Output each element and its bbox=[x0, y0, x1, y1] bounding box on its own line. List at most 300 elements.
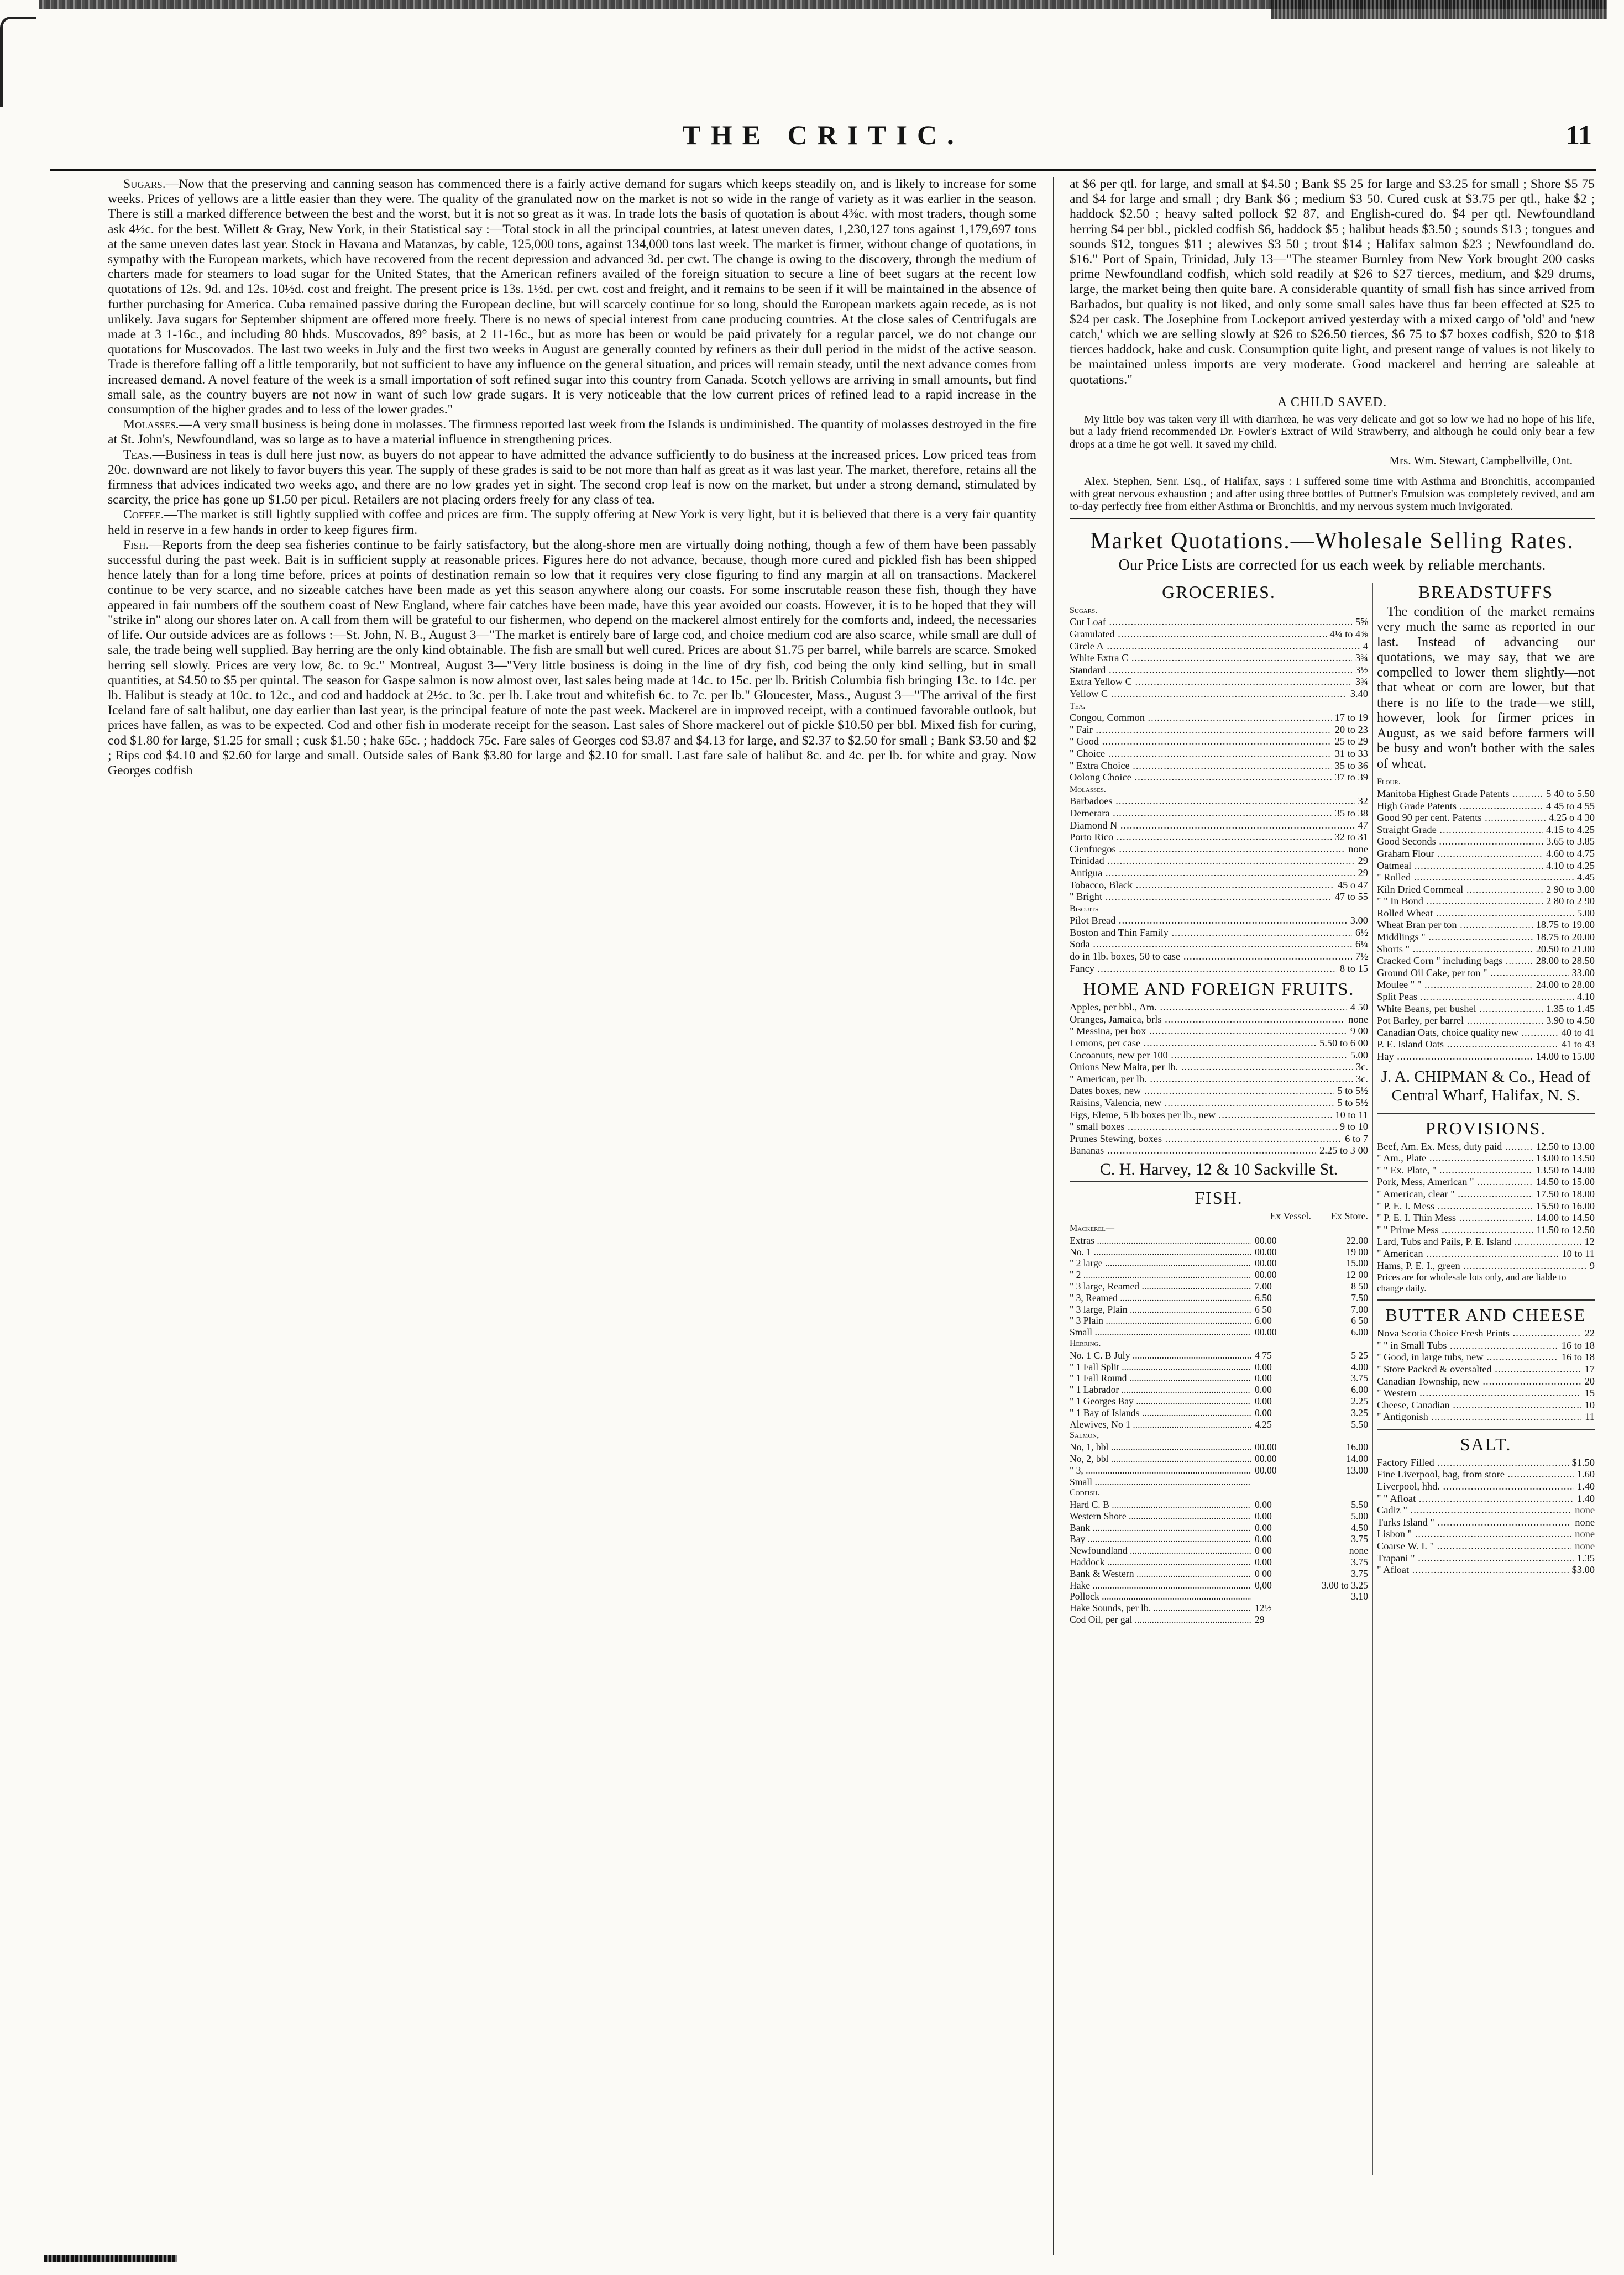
price-item: Circle A ..... bbox=[1070, 641, 1360, 653]
price-row bbox=[1377, 884, 1595, 896]
price-item: Cienfuegos ..... bbox=[1070, 843, 1345, 856]
price-value: 12.50 to 13.00 bbox=[1536, 1140, 1595, 1152]
price-row bbox=[1377, 1176, 1595, 1188]
price-item: " " in Small Tubs ..... bbox=[1377, 1340, 1558, 1352]
price-value: none bbox=[1575, 1516, 1595, 1528]
price-category bbox=[1070, 784, 1368, 796]
price-value: 16 to 18 bbox=[1561, 1351, 1595, 1363]
teas-text: —Business in teas is dull here just now, as buyers do not appear to have admitted the advance sufficiently to do business at the increased prices. Low priced teas from 20c. downward are not likely to favor buyers this year. The supply of these grades is said to be not more than half as great as it was last year. The market, therefore, retains all the firmness that advices indicated two weeks ago, and there are no low grades yet in sight. The second crop leaf is now on the market, but under a strong demand, stimulated by scarcity, the price has gone up $1.50 per picul. Retailers are not placing orders freely for any class of tea. bbox=[108, 447, 1036, 507]
fish-ex-vessel: 0.00 bbox=[1255, 1556, 1272, 1568]
price-value: 3.90 to 4.50 bbox=[1546, 1015, 1595, 1026]
fish-item: " 1 Fall Split ..... bbox=[1070, 1361, 1251, 1373]
price-row bbox=[1070, 748, 1368, 760]
price-item: Oranges, Jamaica, brls ..... bbox=[1070, 1014, 1345, 1026]
price-row bbox=[1377, 943, 1595, 956]
price-item: White Extra C ..... bbox=[1070, 652, 1352, 664]
fish-row bbox=[1070, 1257, 1368, 1269]
price-value: 2 90 to 3.00 bbox=[1546, 883, 1595, 895]
price-value: 40 to 41 bbox=[1561, 1026, 1595, 1038]
fish-ex-vessel bbox=[1251, 1591, 1316, 1602]
fish-category-label: Salmon, bbox=[1070, 1430, 1099, 1440]
price-row bbox=[1070, 1050, 1368, 1062]
price-item: Dates boxes, new ..... bbox=[1070, 1085, 1334, 1097]
price-item: Liverpool, hhd. ..... bbox=[1377, 1481, 1574, 1493]
fish-category-label: Herring. bbox=[1070, 1338, 1101, 1348]
fish-row bbox=[1070, 1292, 1368, 1304]
fish-item: " 3, Reamed ..... bbox=[1070, 1292, 1251, 1304]
price-row bbox=[1377, 1224, 1595, 1236]
price-item: Cocoanuts, new per 100 ..... bbox=[1070, 1050, 1347, 1062]
fish-row bbox=[1070, 1235, 1368, 1246]
price-row bbox=[1377, 1411, 1595, 1423]
price-item: Ground Oil Cake, per ton " ..... bbox=[1377, 967, 1569, 979]
price-value: 11.50 to 12.50 bbox=[1536, 1224, 1595, 1235]
price-value: 15 bbox=[1584, 1387, 1595, 1399]
price-value: 3.65 to 3.85 bbox=[1546, 836, 1595, 847]
price-row bbox=[1377, 1553, 1595, 1565]
fish-ex-vessel: 0.00 bbox=[1255, 1510, 1272, 1522]
page-header bbox=[50, 119, 1596, 158]
price-item: Trapani " ..... bbox=[1377, 1553, 1574, 1565]
fish-row bbox=[1070, 1511, 1368, 1522]
fish-ex-vessel: 29 bbox=[1255, 1614, 1265, 1626]
price-value: 12 bbox=[1584, 1236, 1595, 1247]
fish-text: —Reports from the deep sea fisheries continue to be fairly satisfactory, but the along-shore men are virtually doing nothing, though a few of them have been passably successful during the past week. Bait is in sufficient supply at reasonable prices. Figures here do not advance, because, though more cured and pickled fish has been shipped hence lately than for a long time before, prices at points of destination remain so low that it requires very close figuring to find any margin at all on transactions. Mackerel continue to be very scarce, and no sizeable catches have been made as yet this season anywhere along our coasts. For some inscrutable reason these fish, though they have appeared in fair numbers off the southern coast of New England, where fair catches have been made, have this year avoided our coasts. However, it is to be hoped that they will "strike in" along our shores later on. A call from them will be grateful to our fishermen, who depend on the mackerel almost entirely for the comforts and, indeed, the necessaries of life. Our outside advices are as follows :—St. John, N. B., August 3—"The market is entirely bare of large cod, and choice medium cod are also scarce, while small are dull of sale, the trade being well supplied. Bay herring are the only kind obtainable. The fish are small but well cured. Prices are about $1.75 per barrel, while barrels are scarce. Smoked herring sell slowly. Prices are very low, 8c. to 9c." Montreal, August 3—"Very little business is doing in the line of dry fish, cod being the only kind selling, but in small quantities, at $4.50 to $5 per quintal. The season for Gaspe salmon is now almost over, last sales being made at 14c. to 15c. per lb. British Columbia fish bringing 13c. to 14c. per lb. Halibut is steady at 10c. to 12c., and cod and haddock at 2½c. to 3c. per lb. Lake trout and whitefish 6c. to 7c. per lb." Gloucester, Mass., August 3—"The arrival of the first Iceland fare of salt halibut, one day earlier than last year, is the principal feature of note the past week. Mackerel are in improved receipt, with a continued favorable outlook, but prices have fallen, as was to be expected. Cod and other fish in moderate receipt for the season. Last sales of Shore mackerel out of pickle $10.50 per bbl. Mixed fish for curing, cod $1.80 for large, $1.25 for small ; cusk $1.50 ; hake 65c. ; haddock 75c. Fare sales of Georges cod $3.87 and $4.13 for large, and $2.37 to $2.50 for small ; Bank $3.50 and $2 ; Rips cod $4.10 and $2.60 for large and small. Outside sales of Bank $3.80 for large and $2.10 for small. Last fare sale of halibut 8c. and 4c. per lb. for white and gray. Now Georges codfish bbox=[108, 537, 1036, 778]
fish-row bbox=[1070, 1499, 1368, 1511]
price-item: Cut Loaf ..... bbox=[1070, 616, 1352, 628]
price-row bbox=[1377, 1212, 1595, 1224]
teas-paragraph bbox=[108, 448, 1036, 508]
price-value: 15.50 to 16.00 bbox=[1536, 1200, 1595, 1212]
teas-lead: Teas. bbox=[123, 447, 153, 462]
fish-row bbox=[1070, 1304, 1368, 1315]
price-value: 5.00 bbox=[1350, 1049, 1368, 1061]
right-column bbox=[1070, 177, 1595, 2169]
price-item: Pork, Mess, American " ..... bbox=[1377, 1176, 1533, 1188]
price-item: Middlings " ..... bbox=[1377, 931, 1533, 943]
price-item: Granulated ..... bbox=[1070, 628, 1327, 641]
price-value: 35 to 36 bbox=[1334, 759, 1368, 771]
price-value: none bbox=[1575, 1540, 1595, 1552]
fish-category bbox=[1070, 1223, 1368, 1235]
fish-item: " 1 Fall Round ..... bbox=[1070, 1372, 1251, 1384]
fish-item: No. 1 ..... bbox=[1070, 1246, 1251, 1258]
price-value: 29 bbox=[1358, 867, 1368, 878]
price-category bbox=[1070, 605, 1368, 617]
fish-ex-store bbox=[1316, 1602, 1368, 1614]
fish-ex-store: 16.00 bbox=[1346, 1441, 1368, 1453]
market-right-subcolumn bbox=[1377, 578, 1595, 1576]
salt-table bbox=[1377, 1457, 1595, 1576]
fish-row bbox=[1070, 1419, 1368, 1430]
price-value: 28.00 to 28.50 bbox=[1536, 955, 1595, 967]
fish-item: " 3, ..... bbox=[1070, 1465, 1251, 1476]
fish-item: Extras ..... bbox=[1070, 1235, 1251, 1246]
fish-table-header bbox=[1070, 1210, 1368, 1222]
price-value: 5.50 to 6 00 bbox=[1319, 1037, 1368, 1049]
price-row bbox=[1377, 848, 1595, 860]
fish-ex-store: 3.75 bbox=[1351, 1556, 1368, 1568]
price-value: 13.50 to 14.00 bbox=[1536, 1164, 1595, 1176]
fish-category bbox=[1070, 1487, 1368, 1499]
price-item: Antigua ..... bbox=[1070, 867, 1355, 879]
fish-item: Haddock ..... bbox=[1070, 1556, 1251, 1568]
fish-ex-vessel: 0.00 bbox=[1255, 1533, 1272, 1545]
price-item: P. E. Island Oats ..... bbox=[1377, 1039, 1558, 1051]
price-row bbox=[1377, 1236, 1595, 1248]
fish-row bbox=[1070, 1568, 1368, 1580]
price-value: 10 to 11 bbox=[1562, 1247, 1595, 1259]
price-item: High Grade Patents ..... bbox=[1377, 800, 1543, 812]
price-item: " Rolled ..... bbox=[1377, 872, 1574, 884]
price-row bbox=[1070, 1061, 1368, 1073]
price-row bbox=[1070, 676, 1368, 688]
fish-category bbox=[1070, 1430, 1368, 1441]
fish-item: Hake Sounds, per lb. ..... bbox=[1070, 1602, 1251, 1614]
price-item: Oolong Choice ..... bbox=[1070, 772, 1332, 784]
price-row bbox=[1070, 927, 1368, 939]
advert-signature: Mrs. Wm. Stewart, Campbellville, Ont. bbox=[1389, 454, 1573, 468]
price-row bbox=[1070, 939, 1368, 951]
fish-row bbox=[1070, 1327, 1368, 1338]
price-value: 2.25 to 3 00 bbox=[1319, 1145, 1368, 1156]
price-value: 4 50 bbox=[1350, 1002, 1368, 1013]
fish-item: " 3 Plain ..... bbox=[1070, 1315, 1251, 1327]
price-value: 2 80 to 2 90 bbox=[1546, 895, 1595, 907]
price-row bbox=[1377, 1517, 1595, 1529]
price-row bbox=[1070, 688, 1368, 700]
price-item: " Am., Plate ..... bbox=[1377, 1152, 1533, 1165]
price-value: 5.00 bbox=[1576, 907, 1595, 919]
price-row bbox=[1377, 1351, 1595, 1364]
price-category-label: Molasses. bbox=[1070, 784, 1106, 794]
bottom-scan-edge bbox=[44, 2255, 177, 2262]
butter-title: BUTTER AND CHEESE bbox=[1385, 1305, 1586, 1325]
price-value: 17 to 19 bbox=[1334, 712, 1368, 724]
fish-ex-store: 3.75 bbox=[1351, 1568, 1368, 1579]
price-row bbox=[1070, 951, 1368, 963]
fish-ex-vessel: 00.00 bbox=[1255, 1257, 1277, 1269]
page-number: 11 bbox=[1565, 119, 1592, 150]
price-item: Kiln Dried Cornmeal ..... bbox=[1377, 884, 1543, 896]
fish-row bbox=[1070, 1476, 1368, 1488]
price-row bbox=[1377, 979, 1595, 991]
price-item: " Bright ..... bbox=[1070, 891, 1332, 903]
price-value: 5⅝ bbox=[1355, 616, 1368, 628]
advert-child-saved bbox=[1070, 395, 1595, 513]
price-row bbox=[1070, 1121, 1368, 1133]
fish-table-title: FISH. bbox=[1195, 1187, 1243, 1208]
price-row bbox=[1070, 855, 1368, 867]
fish-ex-store: 2.25 bbox=[1351, 1395, 1368, 1407]
fish-ex-store: 3.75 bbox=[1351, 1372, 1368, 1384]
price-item: White Beans, per bushel ..... bbox=[1377, 1003, 1543, 1015]
price-item: " Afloat ..... bbox=[1377, 1564, 1569, 1576]
price-row bbox=[1377, 1260, 1595, 1272]
fish-ex-store: 6 50 bbox=[1351, 1315, 1368, 1327]
fish-item: " 1 Labrador ..... bbox=[1070, 1384, 1251, 1396]
fish-ex-store: 6.00 bbox=[1351, 1384, 1368, 1396]
price-value: 9 to 10 bbox=[1339, 1121, 1368, 1133]
price-item: Wheat Bran per ton ..... bbox=[1377, 919, 1533, 931]
price-value: 20.50 to 21.00 bbox=[1536, 943, 1595, 955]
price-row bbox=[1070, 1133, 1368, 1145]
fish-ex-store: 3.10 bbox=[1351, 1591, 1368, 1602]
price-row bbox=[1377, 1376, 1595, 1388]
price-value: 18.75 to 20.00 bbox=[1536, 931, 1595, 943]
fish-ex-vessel: 4.25 bbox=[1255, 1418, 1272, 1430]
fish-row bbox=[1070, 1556, 1368, 1568]
column-rule bbox=[1053, 177, 1054, 2255]
price-item: " " Afloat ..... bbox=[1377, 1493, 1574, 1505]
price-row bbox=[1377, 1493, 1595, 1505]
provisions-rule bbox=[1377, 1113, 1595, 1114]
fish-ex-vessel: 6.50 bbox=[1255, 1292, 1272, 1303]
left-column bbox=[108, 177, 1036, 778]
price-value: 11 bbox=[1585, 1411, 1595, 1423]
price-value: 3¾ bbox=[1355, 676, 1368, 688]
fish-row bbox=[1070, 1281, 1368, 1292]
price-row bbox=[1377, 931, 1595, 943]
price-item: " P. E. I. Mess ..... bbox=[1377, 1201, 1533, 1213]
fish-item: " 1 Georges Bay ..... bbox=[1070, 1396, 1251, 1407]
fish-ex-store: 14.00 bbox=[1346, 1453, 1368, 1464]
breadstuffs-table bbox=[1377, 776, 1595, 1062]
price-value: 1.40 bbox=[1576, 1492, 1595, 1504]
price-item: Turks Island " ..... bbox=[1377, 1517, 1571, 1529]
price-value: 20 to 23 bbox=[1334, 724, 1368, 735]
price-value: 9 bbox=[1589, 1260, 1595, 1271]
price-value: 5 40 to 5.50 bbox=[1546, 788, 1595, 799]
fruits-merchant: C. H. Harvey, 12 & 10 Sackville St. bbox=[1070, 1160, 1368, 1182]
fish-ex-store: 8 50 bbox=[1351, 1280, 1368, 1292]
market-rule bbox=[1070, 518, 1595, 520]
price-item: Soda ..... bbox=[1070, 939, 1352, 951]
fish-row bbox=[1070, 1407, 1368, 1419]
fish-ex-vessel: 00.00 bbox=[1255, 1269, 1277, 1281]
fish-item: " 2 large ..... bbox=[1070, 1257, 1251, 1269]
price-item: Nova Scotia Choice Fresh Prints ..... bbox=[1377, 1328, 1581, 1340]
price-value: 33.00 bbox=[1571, 967, 1595, 978]
price-row bbox=[1377, 800, 1595, 812]
price-value: none bbox=[1348, 843, 1368, 855]
price-row bbox=[1070, 1085, 1368, 1097]
price-item: Barbadoes ..... bbox=[1070, 795, 1355, 808]
fish-ex-store: 7.00 bbox=[1351, 1303, 1368, 1315]
price-row bbox=[1070, 724, 1368, 736]
fish-ex-store bbox=[1316, 1614, 1368, 1626]
price-value: 13.00 to 13.50 bbox=[1536, 1152, 1595, 1164]
price-value: 7½ bbox=[1355, 951, 1368, 962]
price-value: 1.40 bbox=[1576, 1481, 1595, 1492]
fish-ex-vessel: 00.00 bbox=[1255, 1234, 1277, 1246]
price-row bbox=[1070, 616, 1368, 628]
fish-ex-vessel: 0,00 bbox=[1255, 1579, 1272, 1591]
price-item: Diamond N ..... bbox=[1070, 820, 1355, 832]
price-row bbox=[1377, 967, 1595, 979]
sugars-lead: Sugars. bbox=[123, 177, 166, 191]
fish-ex-store: 3.00 to 3.25 bbox=[1321, 1579, 1368, 1591]
price-row bbox=[1377, 919, 1595, 931]
fish-ex-vessel: 7.00 bbox=[1255, 1280, 1272, 1292]
fish-ex-store: 15.00 bbox=[1346, 1257, 1368, 1269]
price-row bbox=[1377, 991, 1595, 1003]
price-item: Hay ..... bbox=[1377, 1051, 1533, 1063]
fish-item: Newfoundland ..... bbox=[1070, 1545, 1251, 1556]
price-value: 35 to 38 bbox=[1334, 807, 1368, 819]
price-item: Prunes Stewing, boxes ..... bbox=[1070, 1133, 1342, 1145]
price-row bbox=[1070, 963, 1368, 975]
fish-item: " 1 Bay of Islands ..... bbox=[1070, 1407, 1251, 1419]
price-item: Demerara ..... bbox=[1070, 808, 1332, 820]
price-value: 47 bbox=[1358, 819, 1368, 831]
market-title: Market Quotations.—Wholesale Selling Rates. bbox=[1090, 528, 1574, 554]
price-value: 4.10 bbox=[1576, 991, 1595, 1003]
price-row bbox=[1377, 1165, 1595, 1177]
fish-ex-store: 5.00 bbox=[1351, 1510, 1368, 1522]
fish-item: No, 1, bbl ..... bbox=[1070, 1441, 1251, 1453]
price-row bbox=[1070, 1073, 1368, 1086]
price-item: Straight Grade ..... bbox=[1377, 824, 1543, 836]
price-row bbox=[1070, 867, 1368, 879]
price-category bbox=[1377, 776, 1595, 788]
breadstuffs-text: The condition of the market remains very much the same as reported in our last. Instead of advancing our quotations, we may say, that we are compelled to lower them slightly—not that wheat or corn are lower, but that there is no life to the trade—we still, however, look for firmer prices in August, as we said before farmers will be busy and won't bother with the sales of wheat. bbox=[1377, 604, 1595, 771]
price-value: 1.35 to 1.45 bbox=[1546, 1003, 1595, 1014]
price-value: 3½ bbox=[1355, 664, 1368, 675]
price-row bbox=[1377, 872, 1595, 884]
price-row bbox=[1377, 1340, 1595, 1352]
fish-ex-vessel: 0.00 bbox=[1255, 1361, 1272, 1372]
price-value: 9 00 bbox=[1350, 1025, 1368, 1037]
fish-row bbox=[1070, 1580, 1368, 1591]
price-row bbox=[1377, 788, 1595, 800]
price-row bbox=[1377, 1248, 1595, 1260]
price-row bbox=[1070, 915, 1368, 927]
fish-ex-vessel: 0.00 bbox=[1255, 1499, 1272, 1511]
price-value: $3.00 bbox=[1571, 1564, 1595, 1576]
fish-ex-store: 5.50 bbox=[1351, 1418, 1368, 1430]
price-value: 25 to 29 bbox=[1334, 736, 1368, 747]
price-item: Rolled Wheat ..... bbox=[1377, 908, 1574, 920]
fish-paragraph bbox=[108, 538, 1036, 778]
price-row bbox=[1377, 1152, 1595, 1165]
price-value: 3c. bbox=[1356, 1073, 1368, 1084]
price-value: 24.00 to 28.00 bbox=[1536, 979, 1595, 990]
fish-row bbox=[1070, 1465, 1368, 1476]
fish-col-ex-vessel: Ex Vessel. bbox=[1270, 1210, 1311, 1222]
price-row bbox=[1377, 1201, 1595, 1213]
price-item: Onions New Malta, per lb. ..... bbox=[1070, 1061, 1353, 1073]
price-value: 1.35 bbox=[1576, 1552, 1595, 1564]
price-item: " American, clear " ..... bbox=[1377, 1188, 1533, 1201]
price-item: Factory Filled ..... bbox=[1377, 1457, 1569, 1469]
price-item: " " In Bond ..... bbox=[1377, 895, 1543, 908]
fish-ex-vessel: 0.00 bbox=[1255, 1522, 1272, 1533]
price-item: Manitoba Highest Grade Patents ..... bbox=[1377, 788, 1543, 800]
price-item: Hams, P. E. I., green ..... bbox=[1377, 1260, 1586, 1272]
price-item: " Antigonish ..... bbox=[1377, 1411, 1581, 1423]
price-item: Lemons, per case ..... bbox=[1070, 1037, 1316, 1050]
fish-ex-vessel: 0 00 bbox=[1255, 1568, 1272, 1579]
price-item: do in 1lb. boxes, 50 to case ..... bbox=[1070, 951, 1352, 963]
price-item: Moulee " " ..... bbox=[1377, 979, 1533, 991]
price-category-label: Flour. bbox=[1377, 777, 1401, 787]
salt-title: SALT. bbox=[1460, 1434, 1512, 1454]
provisions-title: PROVISIONS. bbox=[1425, 1118, 1547, 1138]
fish-ex-vessel: 4 75 bbox=[1255, 1349, 1272, 1361]
price-value: 32 to 31 bbox=[1334, 831, 1368, 843]
fish-table bbox=[1070, 1223, 1368, 1626]
fish-ex-store: none bbox=[1349, 1545, 1368, 1556]
price-category-label: Biscuits bbox=[1070, 904, 1099, 914]
price-row bbox=[1377, 1364, 1595, 1376]
fish-ex-vessel: 0.00 bbox=[1255, 1395, 1272, 1407]
price-value: $1.50 bbox=[1571, 1456, 1595, 1468]
fish-ex-vessel: 0 00 bbox=[1255, 1545, 1272, 1556]
fish-ex-vessel: 0.00 bbox=[1255, 1407, 1272, 1418]
market-tables bbox=[1070, 578, 1595, 2169]
price-value: 29 bbox=[1358, 855, 1368, 867]
price-item: Tobacco, Black ..... bbox=[1070, 879, 1334, 892]
fish-row bbox=[1070, 1361, 1368, 1373]
price-value: 31 to 33 bbox=[1334, 747, 1368, 759]
price-value: 4 45 to 4 55 bbox=[1546, 800, 1595, 811]
groceries-title: GROCERIES. bbox=[1162, 581, 1276, 602]
fish-item: " 3 large, Plain ..... bbox=[1070, 1304, 1251, 1315]
price-value: 4 bbox=[1363, 640, 1368, 652]
price-row bbox=[1377, 1387, 1595, 1399]
price-item: Good 90 per cent. Patents ..... bbox=[1377, 812, 1546, 824]
fish-ex-store: 12 00 bbox=[1346, 1269, 1368, 1281]
price-value: 3.00 bbox=[1350, 915, 1368, 926]
fish-ex-vessel: 12½ bbox=[1255, 1602, 1272, 1614]
fish-item: Bay ..... bbox=[1070, 1533, 1251, 1545]
butter-table bbox=[1377, 1328, 1595, 1423]
price-row bbox=[1070, 891, 1368, 903]
price-item: Raisins, Valencia, new ..... bbox=[1070, 1097, 1334, 1109]
price-category bbox=[1070, 700, 1368, 712]
price-item: Canadian Oats, choice quality new ..... bbox=[1377, 1027, 1558, 1039]
price-item: Split Peas ..... bbox=[1377, 991, 1574, 1003]
fish-lead: Fish. bbox=[123, 537, 149, 552]
fish-item: Pollock ..... bbox=[1070, 1591, 1251, 1602]
price-row bbox=[1377, 1564, 1595, 1576]
fish-item: " 2 ..... bbox=[1070, 1269, 1251, 1281]
price-value: 4.25 o 4 30 bbox=[1549, 812, 1595, 824]
fish-continuation: at $6 per qtl. for large, and small at $4.50 ; Bank $5 25 for large and $3.25 for small ; Shore $5 75 and $4 for large and small ; dry Bank $6 ; medium $3 50. Cured cusk at $3.75 per qtl., hake $2 ; haddock $2.50 ; heavy salted pollock $2 87, and English-cured do. $4 per qtl. Newfoundland herring $4 per bbl., pickled codfish $6, haddock $5 ; halibut heads $3.50 ; sounds $13 ; tongues and sounds $12, tongues $11 ; alewives $3 50 ; trout $14 ; Halifax salmon $23 ; Newfoundland do. $16." Port of Spain, Trinidad, July 13—"The steamer Burnley from New York brought 200 casks prime Newfoundland codfish, which sold readily at $26 to $27 tierces, medium, and $29 drums, large, the market being then quite bare. A considerable quantity of small fish has since arrived from Barbados, but quality is not liked, and only some small sales have thus far been effected at $25 to $24 per cask. The Josephine from Lockeport arrived yesterday with a mixed cargo of 'old' and 'new catch,' which we are selling slowly at $26 to $26.50 tierces, $6 75 to $7 boxes codfish, $20 to $18 tierces haddock, hake and cusk. Consumption quite light, and present range of values is not likely to be maintained unless imports are very moderate. Good mackerel and herring are saleable at quotations." bbox=[1070, 177, 1595, 387]
price-value: 6 to 7 bbox=[1345, 1133, 1368, 1144]
molasses-text: —A very small business is being done in molasses. The firmness reported last week from the Islands is undiminished. The quantity of molasses destroyed in the fire at St. John's, Newfoundland, was so large as to have a material influence in strengthening prices. bbox=[108, 417, 1036, 447]
price-value: 14.00 to 14.50 bbox=[1536, 1212, 1595, 1224]
price-row bbox=[1070, 628, 1368, 641]
price-item: " Store Packed & oversalted ..... bbox=[1377, 1364, 1581, 1376]
fish-ex-vessel bbox=[1251, 1476, 1316, 1488]
price-item: Extra Yellow C ..... bbox=[1070, 676, 1352, 688]
price-row bbox=[1377, 1399, 1595, 1412]
price-value: none bbox=[1575, 1528, 1595, 1540]
fish-item: Bank ..... bbox=[1070, 1522, 1251, 1534]
fish-ex-vessel: 0.00 bbox=[1255, 1384, 1272, 1396]
price-item: Beef, Am. Ex. Mess, duty paid ..... bbox=[1377, 1141, 1533, 1153]
fish-ex-vessel: 00.00 bbox=[1255, 1246, 1277, 1257]
coffee-paragraph bbox=[108, 507, 1036, 537]
sugars-text: —Now that the preserving and canning season has commenced there is a fairly active demand for sugars which keeps steadily on, and is likely to increase for some weeks. Prices of yellows are a little easier than they were. The quality of the granulated now on the market is not so wide in the range of variety as it was earlier in the season. There is still a marked difference between the best and the worst, but it is not so great as it was. In trade lots the basis of quotation is about 4⅜c. with most traders, though some ask 4½c. for the best. Willett & Gray, New York, in their Statistical say :—Total stock in all the principal countries, at latest uneven dates, 1,230,127 tons against 1,179,697 tons at the same uneven dates last year. Stock in Havana and Matanzas, by cable, 125,000 tons, against 134,000 tons last week. The market is firmer, without change of quotations, in sympathy with the European markets, which have recovered from the recent depression and advanced 3d. per cwt. The change is owing to the discovery, through the medium of charters made for steamers to load sugar for the United States, that the American refiners availed of the foreign situation to secure a line of beet sugars at the recent low quotations of 12s. 9d. and 12s. 10½d. cost and freight. The present price is 13s. 1½d. per cwt. cost and freight, and it remains to be seen if it will be maintained in the absence of further purchasing for America. Cuba remained passive during the European decline, but will scarcely continue for so long, should the European markets again recede, as is not unlikely. Java sugars for September shipment are offered more freely. There is no news of special interest from cane producing countries. At the close sales of Centrifugals are made at 3 1-16c., and including 80 hhds. Muscovados, 89° basis, at 2 11-16c., but as more has been or would be paid privately for a regular parcel, we do not change our quotations for Muscovados. The last two weeks in July and the first two weeks in August are generally counted by refiners as their dull period in the midst of the active season. Trade is therefore falling off a little temporarily, but not sufficient to have any influence on the general situation, and prices will remain steady, until the next advance comes from increased demand. A novel feature of the week is a small importation of soft refined sugar into this country from Canada. Scotch yellows are arriving in small amounts, but find small sale, as the country buyers are not now in want of such low grade sugars. It is very noticeable that the low current prices of refined lead to a rapid increase in the consumption of the higher grades and to less of the lower grades." bbox=[108, 177, 1036, 417]
fish-item: No, 2, bbl ..... bbox=[1070, 1453, 1251, 1465]
fish-item: " 3 large, Reamed ..... bbox=[1070, 1281, 1251, 1292]
fish-item: Small ..... bbox=[1070, 1327, 1251, 1338]
price-row bbox=[1070, 808, 1368, 820]
fish-ex-store: 4.50 bbox=[1351, 1522, 1368, 1533]
